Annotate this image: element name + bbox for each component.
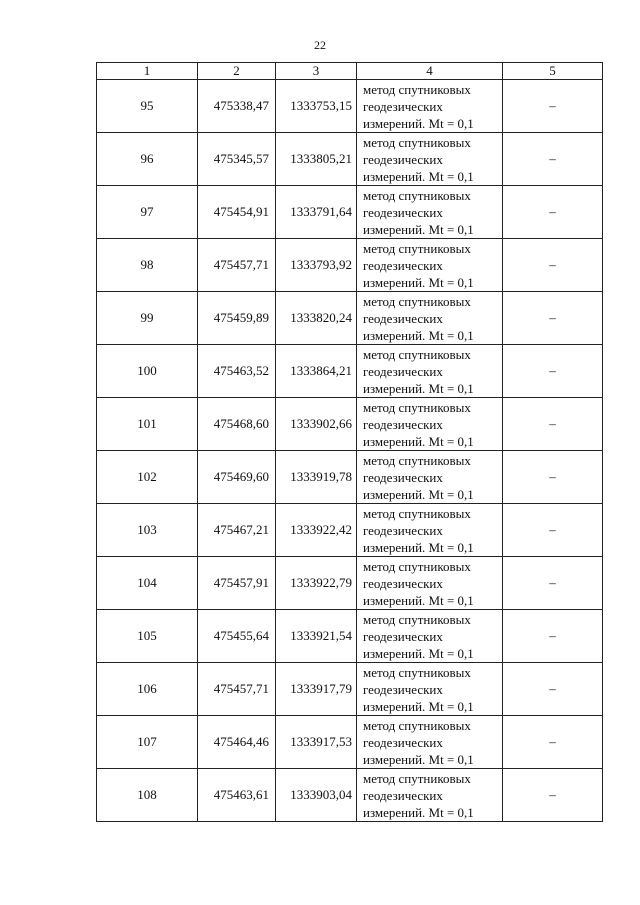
method-text-line: метод спутниковых [363, 187, 471, 203]
method-text-line: измерений. Mt = 0,1 [363, 751, 474, 767]
method-cell [357, 663, 503, 716]
page-number: 22 [314, 38, 326, 52]
method-cell [357, 504, 503, 557]
point-number-cell: 102 [97, 451, 198, 504]
y-coordinate-cell: 1333922,42 [276, 504, 357, 557]
method-text-line: геодезических [363, 204, 443, 220]
x-coordinate-cell: 475345,57 [198, 133, 276, 186]
method-text-line: геодезических [363, 787, 443, 803]
method-text-line: измерений. Mt = 0,1 [363, 804, 474, 820]
header-col-1: 1 [97, 63, 198, 80]
y-coordinate-cell: 1333903,04 [276, 769, 357, 822]
table-row [97, 451, 603, 504]
note-cell: – [503, 345, 603, 398]
method-cell [357, 557, 503, 610]
table-row [97, 239, 603, 292]
point-number-cell: 97 [97, 186, 198, 239]
x-coordinate-cell: 475455,64 [198, 610, 276, 663]
table-row [97, 292, 603, 345]
x-coordinate-cell: 475457,71 [198, 663, 276, 716]
method-text-line: геодезических [363, 575, 443, 591]
method-cell [357, 133, 503, 186]
x-coordinate-cell: 475338,47 [198, 80, 276, 133]
method-text-line: геодезических [363, 734, 443, 750]
y-coordinate-cell: 1333921,54 [276, 610, 357, 663]
method-text-line: метод спутниковых [363, 717, 471, 733]
x-coordinate-cell: 475457,71 [198, 239, 276, 292]
table-row [97, 769, 603, 822]
method-text-line: измерений. Mt = 0,1 [363, 486, 474, 502]
y-coordinate-cell: 1333864,21 [276, 345, 357, 398]
method-cell [357, 398, 503, 451]
method-text-line: измерений. Mt = 0,1 [363, 221, 474, 237]
coordinates-table [96, 62, 603, 822]
method-text-line: метод спутниковых [363, 611, 471, 627]
method-text-line: геодезических [363, 98, 443, 114]
note-cell: – [503, 292, 603, 345]
note-cell: – [503, 398, 603, 451]
note-cell: – [503, 663, 603, 716]
method-cell [357, 610, 503, 663]
table-row [97, 133, 603, 186]
method-text-line: измерений. Mt = 0,1 [363, 327, 474, 343]
method-text-line: геодезических [363, 522, 443, 538]
point-number-cell: 98 [97, 239, 198, 292]
table-row [97, 716, 603, 769]
header-col-3: 3 [276, 63, 357, 80]
method-text-line: метод спутниковых [363, 452, 471, 468]
method-text-line: метод спутниковых [363, 293, 471, 309]
method-text-line: измерений. Mt = 0,1 [363, 539, 474, 555]
y-coordinate-cell: 1333922,79 [276, 557, 357, 610]
table-row [97, 398, 603, 451]
table-row [97, 80, 603, 133]
point-number-cell: 107 [97, 716, 198, 769]
y-coordinate-cell: 1333902,66 [276, 398, 357, 451]
y-coordinate-cell: 1333919,78 [276, 451, 357, 504]
x-coordinate-cell: 475459,89 [198, 292, 276, 345]
method-text-line: геодезических [363, 151, 443, 167]
point-number-cell: 106 [97, 663, 198, 716]
method-text-line: метод спутниковых [363, 664, 471, 680]
point-number-cell: 100 [97, 345, 198, 398]
method-cell [357, 716, 503, 769]
method-text-line: измерений. Mt = 0,1 [363, 433, 474, 449]
method-text-line: измерений. Mt = 0,1 [363, 698, 474, 714]
method-text-line: геодезических [363, 257, 443, 273]
method-text-line: метод спутниковых [363, 81, 471, 97]
point-number-cell: 99 [97, 292, 198, 345]
note-cell: – [503, 504, 603, 557]
note-cell: – [503, 769, 603, 822]
table-row [97, 186, 603, 239]
method-text-line: геодезических [363, 310, 443, 326]
method-cell [357, 451, 503, 504]
y-coordinate-cell: 1333917,53 [276, 716, 357, 769]
y-coordinate-cell: 1333820,24 [276, 292, 357, 345]
y-coordinate-cell: 1333791,64 [276, 186, 357, 239]
y-coordinate-cell: 1333805,21 [276, 133, 357, 186]
method-text-line: измерений. Mt = 0,1 [363, 380, 474, 396]
method-text-line: метод спутниковых [363, 558, 471, 574]
method-text-line: измерений. Mt = 0,1 [363, 274, 474, 290]
table-header-row [97, 63, 603, 80]
x-coordinate-cell: 475463,52 [198, 345, 276, 398]
point-number-cell: 108 [97, 769, 198, 822]
note-cell: – [503, 716, 603, 769]
table-row [97, 610, 603, 663]
method-text-line: геодезических [363, 416, 443, 432]
note-cell: – [503, 557, 603, 610]
y-coordinate-cell: 1333917,79 [276, 663, 357, 716]
x-coordinate-cell: 475463,61 [198, 769, 276, 822]
method-cell [357, 80, 503, 133]
note-cell: – [503, 239, 603, 292]
note-cell: – [503, 610, 603, 663]
point-number-cell: 103 [97, 504, 198, 557]
method-text-line: метод спутниковых [363, 134, 471, 150]
method-text-line: метод спутниковых [363, 505, 471, 521]
table-row [97, 345, 603, 398]
y-coordinate-cell: 1333793,92 [276, 239, 357, 292]
method-cell [357, 239, 503, 292]
table-body [97, 80, 603, 822]
method-text-line: геодезических [363, 469, 443, 485]
method-cell [357, 292, 503, 345]
header-col-2: 2 [198, 63, 276, 80]
note-cell: – [503, 186, 603, 239]
method-text-line: метод спутниковых [363, 346, 471, 362]
point-number-cell: 95 [97, 80, 198, 133]
table-row [97, 504, 603, 557]
x-coordinate-cell: 475454,91 [198, 186, 276, 239]
table-row [97, 663, 603, 716]
y-coordinate-cell: 1333753,15 [276, 80, 357, 133]
method-cell [357, 186, 503, 239]
method-text-line: метод спутниковых [363, 399, 471, 415]
note-cell: – [503, 133, 603, 186]
method-text-line: метод спутниковых [363, 770, 471, 786]
method-text-line: геодезических [363, 681, 443, 697]
point-number-cell: 105 [97, 610, 198, 663]
method-text-line: геодезических [363, 363, 443, 379]
note-cell: – [503, 80, 603, 133]
x-coordinate-cell: 475467,21 [198, 504, 276, 557]
point-number-cell: 104 [97, 557, 198, 610]
method-text-line: измерений. Mt = 0,1 [363, 115, 474, 131]
note-cell: – [503, 451, 603, 504]
header-col-5: 5 [503, 63, 603, 80]
point-number-cell: 101 [97, 398, 198, 451]
point-number-cell: 96 [97, 133, 198, 186]
x-coordinate-cell: 475469,60 [198, 451, 276, 504]
x-coordinate-cell: 475457,91 [198, 557, 276, 610]
method-text-line: измерений. Mt = 0,1 [363, 645, 474, 661]
method-text-line: метод спутниковых [363, 240, 471, 256]
method-cell [357, 769, 503, 822]
method-text-line: геодезических [363, 628, 443, 644]
method-text-line: измерений. Mt = 0,1 [363, 168, 474, 184]
header-col-4: 4 [357, 63, 503, 80]
method-text-line: измерений. Mt = 0,1 [363, 592, 474, 608]
x-coordinate-cell: 475464,46 [198, 716, 276, 769]
x-coordinate-cell: 475468,60 [198, 398, 276, 451]
table-row [97, 557, 603, 610]
method-cell [357, 345, 503, 398]
